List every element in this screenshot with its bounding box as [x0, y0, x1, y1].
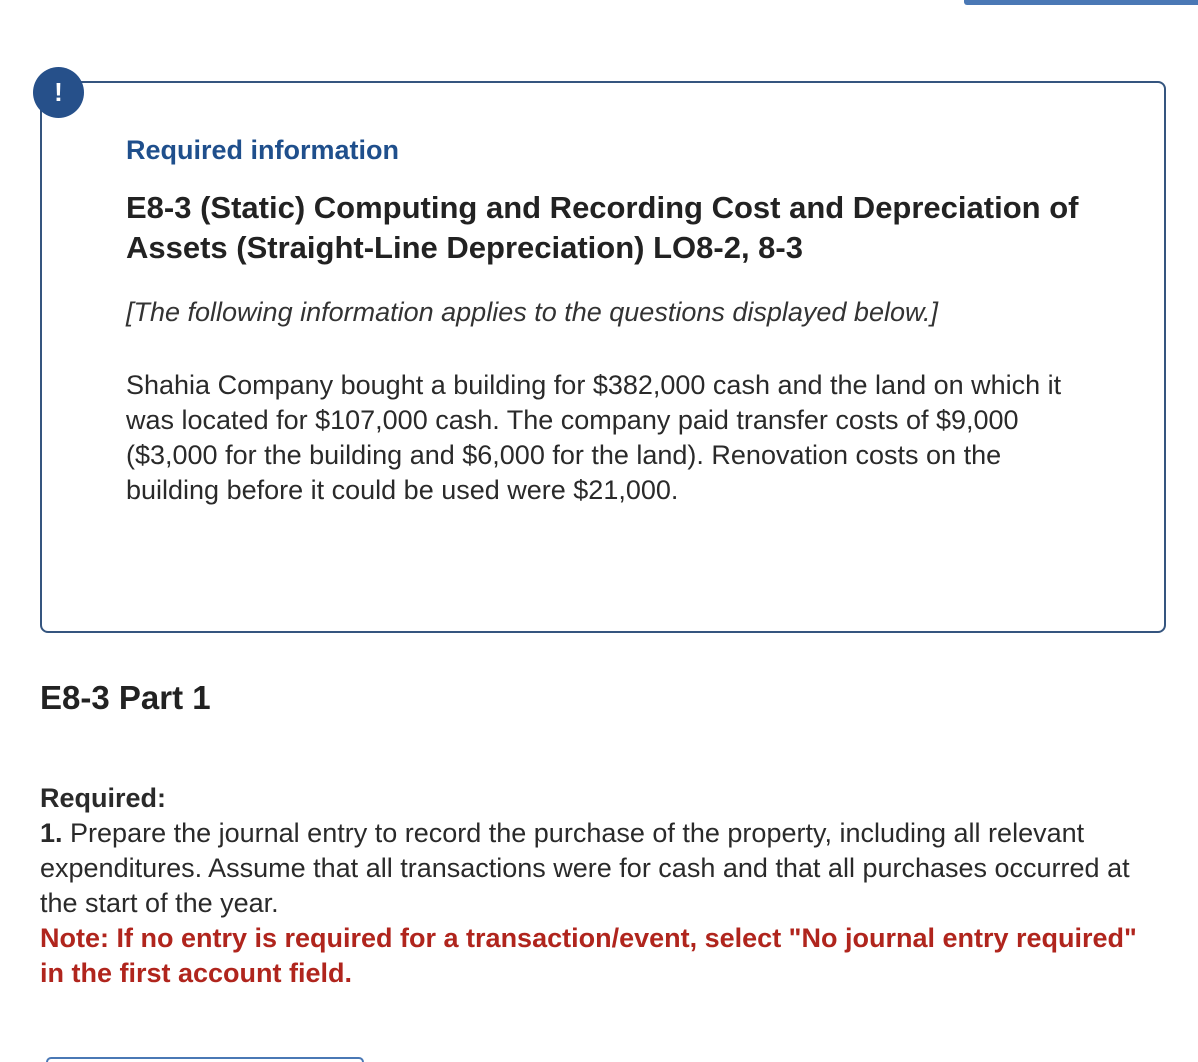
badge-symbol: !	[54, 77, 63, 107]
required-label: Required:	[40, 783, 167, 813]
part-title: E8-3 Part 1	[40, 679, 211, 716]
card-content	[126, 132, 1126, 508]
journal-entry-note: Note: If no entry is required for a transaction/event, select "No journal entry required" in the first account field.	[40, 923, 1137, 988]
scenario-text: Shahia Company bought a building for $382,000 cash and the land on which it was located for $107,000 cash. The company paid transfer costs of $9,000 ($3,000 for the building and $6,000 for the land). Renovation costs on the building before it could be used were $21,000.	[126, 370, 1062, 505]
bottom-tab-edge	[46, 1057, 364, 1062]
problem-title: E8-3 (Static) Computing and Recording Cost and Depreciation of Assets (Straight-Line Depreciation) LO8-2, 8-3	[126, 190, 1079, 265]
exclamation-icon	[33, 67, 84, 118]
top-tab-indicator	[964, 0, 1198, 5]
required-information-heading: Required information	[126, 135, 400, 165]
required-block	[40, 781, 1160, 991]
requirement-text: Prepare the journal entry to record the purchase of the property, including all relevant expenditures. Assume that all transactions were for cash and that all purchases occurred at the start of the year.	[40, 818, 1130, 918]
requirement-number: 1.	[40, 818, 71, 848]
applies-note: [The following information applies to the questions displayed below.]	[126, 297, 938, 327]
